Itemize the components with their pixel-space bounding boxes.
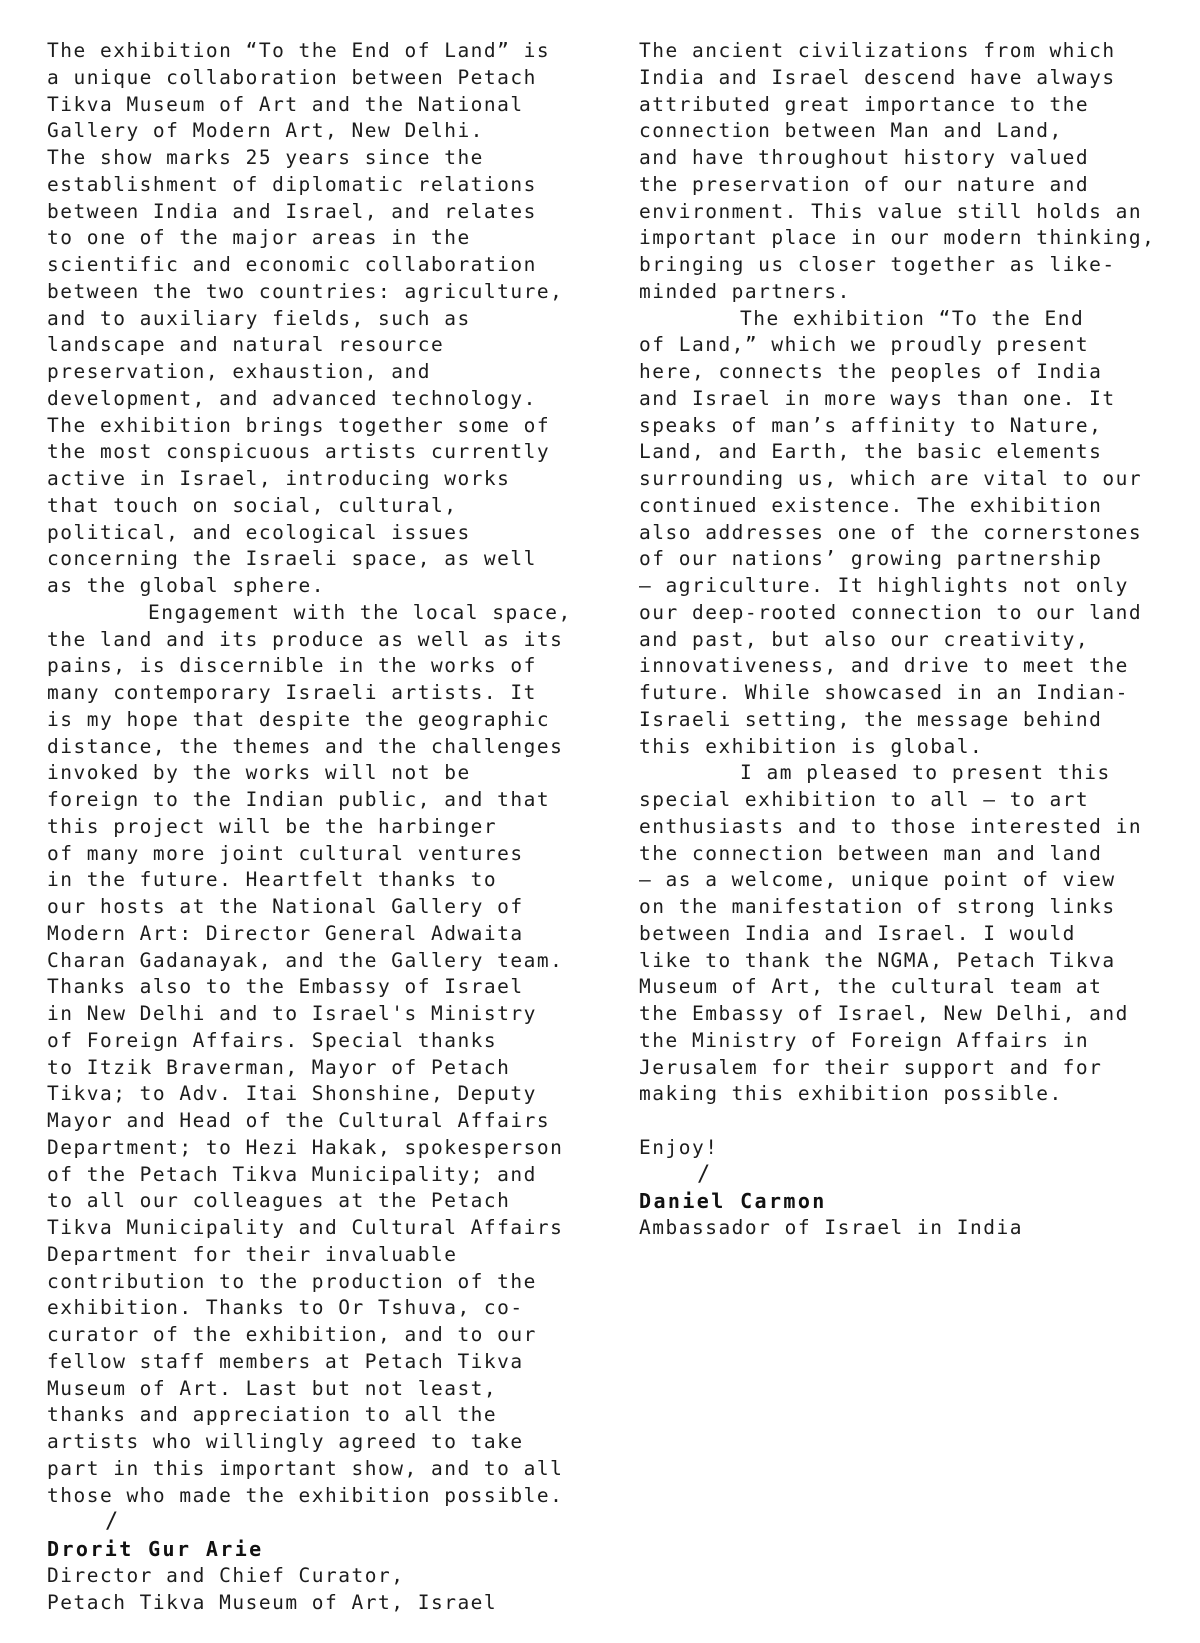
closing-text: Enjoy! (639, 1135, 719, 1159)
text-line: and past, but also our creativity, (639, 627, 1090, 651)
text-line: part in this important show, and to all (47, 1456, 564, 1480)
text-line: to one of the major areas in the (47, 226, 471, 250)
text-line: Tikva; to Adv. Itai Shonshine, Deputy (47, 1082, 537, 1106)
text-line: continued existence. The exhibition (639, 493, 1103, 517)
text-line: preservation, exhaustion, and (47, 360, 431, 383)
text-line: between the two countries: agriculture, (47, 279, 564, 303)
text-line: here, connects the peoples of India (639, 360, 1103, 383)
text-line: I am pleased to present this (740, 761, 1111, 785)
text-line: scientific and economic collaboration (47, 253, 537, 276)
text-line: between India and Israel, and relates (47, 199, 537, 223)
text-line: bringing us closer together as like- (639, 253, 1116, 276)
text-line: in New Delhi and to Israel's Ministry (47, 1002, 537, 1025)
text-line: in the future. Heartfelt thanks to (47, 868, 498, 892)
right-signature (639, 1162, 1184, 1242)
text-line: The exhibition “To the End (740, 306, 1085, 330)
text-line: future. While showcased in an Indian- (639, 681, 1129, 704)
text-line: our deep-rooted connection to our land (639, 600, 1143, 624)
text-line: Jerusalem for their support and for (639, 1055, 1103, 1079)
text-line: the land and its produce as well as its (47, 627, 564, 651)
text-line: the Ministry of Foreign Affairs in (639, 1028, 1090, 1052)
left-paragraph-1 (47, 38, 587, 600)
text-line: pains, is discernible in the works of (47, 654, 537, 678)
right-paragraph-3 (639, 760, 1184, 1108)
text-line: surrounding us, which are vital to our (639, 467, 1143, 490)
text-line: the most conspicuous artists currently (47, 440, 551, 464)
text-line: Gallery of Modern Art, New Delhi. (47, 119, 484, 143)
signatory-name: Drorit Gur Arie (47, 1537, 264, 1561)
text-line: on the manifestation of strong links (639, 895, 1116, 918)
text-line: many contemporary Israeli artists. It (47, 681, 537, 704)
text-line: special exhibition to all — to art (639, 788, 1090, 811)
signatory-title: Director and Chief Curator, (47, 1563, 405, 1587)
text-line: the preservation of our nature and (639, 172, 1090, 196)
text-line: Tikva Municipality and Cultural Affairs (47, 1216, 564, 1239)
text-line: to all our colleagues at the Petach (47, 1189, 511, 1213)
text-line: environment. This value still holds an (639, 199, 1143, 223)
text-line: and to auxiliary fields, such as (47, 306, 471, 330)
text-line: The exhibition brings together some of (47, 413, 551, 437)
text-line: attributed great importance to the (639, 92, 1090, 116)
text-line: political, and ecological issues (47, 520, 471, 544)
text-line: — agriculture. It highlights not only (639, 574, 1129, 597)
text-line: a unique collaboration between Petach (47, 65, 537, 89)
spacer (639, 1108, 1184, 1135)
text-line: Engagement with the local space, (148, 600, 572, 624)
text-line: landscape and natural resource (47, 333, 445, 357)
text-line: like to thank the NGMA, Petach Tikva (639, 948, 1116, 972)
right-column (639, 38, 1184, 1242)
text-line: between India and Israel. I would (639, 921, 1076, 945)
text-line: Museum of Art, the cultural team at (639, 975, 1103, 999)
text-line: distance, the themes and the challenges (47, 734, 564, 758)
text-line: of many more joint cultural ventures (47, 841, 524, 865)
text-line: important place in our modern thinking, (639, 226, 1156, 250)
text-line: contribution to the production of the (47, 1269, 537, 1293)
text-line: Israeli setting, the message behind (639, 707, 1103, 731)
text-line: of Land,” which we proudly present (639, 333, 1090, 357)
text-line: of Foreign Affairs. Special thanks (47, 1028, 498, 1052)
text-line: invoked by the works will not be (47, 761, 471, 785)
text-line: Department; to Hezi Hakak, spokesperson (47, 1135, 564, 1159)
text-line: curator of the exhibition, and to our (47, 1323, 537, 1346)
text-line: that touch on social, cultural, (47, 493, 458, 517)
text-line: The ancient civilizations from which (639, 39, 1116, 62)
text-line: The show marks 25 years since the (47, 146, 484, 169)
text-line: minded partners. (639, 279, 851, 303)
text-line: Mayor and Head of the Cultural Affairs (47, 1109, 551, 1132)
signature-slash: / (697, 1161, 712, 1187)
text-line: development, and advanced technology. (47, 386, 537, 410)
text-line: and Israel in more ways than one. It (639, 386, 1116, 410)
signatory-institution: Petach Tikva Museum of Art, Israel (47, 1590, 498, 1614)
text-line: of the Petach Tikva Municipality; and (47, 1162, 537, 1186)
text-line: The exhibition “To the End of Land” is (47, 39, 551, 62)
text-line: foreign to the Indian public, and that (47, 788, 551, 811)
text-line: Land, and Earth, the basic elements (639, 440, 1103, 464)
text-line: Tikva Museum of Art and the National (47, 92, 524, 116)
text-line: the Embassy of Israel, New Delhi, and (639, 1002, 1129, 1025)
text-line: Thanks also to the Embassy of Israel (47, 975, 524, 999)
text-line: speaks of man’s affinity to Nature, (639, 413, 1103, 437)
right-paragraph-2 (639, 306, 1184, 761)
text-line: and have throughout history valued (639, 146, 1090, 169)
text-line: of our nations’ growing partnership (639, 547, 1103, 571)
text-line: — as a welcome, unique point of view (639, 868, 1116, 892)
text-line: the connection between man and land (639, 841, 1103, 865)
text-line: this project will be the harbinger (47, 814, 498, 838)
text-line: enthusiasts and to those interested in (639, 814, 1143, 838)
text-line: thanks and appreciation to all the (47, 1403, 498, 1427)
text-line: also addresses one of the cornerstones (639, 520, 1143, 544)
text-line: connection between Man and Land, (639, 119, 1063, 143)
text-line: making this exhibition possible. (639, 1082, 1063, 1106)
text-line: Charan Gadanayak, and the Gallery team. (47, 948, 564, 972)
text-line: establishment of diplomatic relations (47, 172, 537, 196)
right-paragraph-1 (639, 38, 1184, 306)
signatory-name: Daniel Carmon (639, 1189, 827, 1214)
left-signature (47, 1509, 587, 1616)
signatory-title: Ambassador of Israel in India (639, 1216, 1023, 1239)
text-line: is my hope that despite the geographic (47, 707, 551, 731)
text-line: concerning the Israeli space, as well (47, 547, 537, 571)
text-line: Museum of Art. Last but not least, (47, 1376, 498, 1400)
text-line: fellow staff members at Petach Tikva (47, 1349, 524, 1373)
left-column (47, 38, 587, 1616)
text-line: artists who willingly agreed to take (47, 1430, 524, 1453)
text-line: innovativeness, and drive to meet the (639, 654, 1129, 678)
signature-slash: / (105, 1509, 120, 1535)
text-line: Department for their invaluable (47, 1242, 458, 1266)
text-line: exhibition. Thanks to Or Tshuva, co- (47, 1296, 524, 1320)
text-line: this exhibition is global. (639, 734, 984, 758)
text-line: active in Israel, introducing works (47, 467, 511, 490)
text-line: those who made the exhibition possible. (47, 1483, 564, 1507)
text-line: our hosts at the National Gallery of (47, 895, 524, 918)
text-line: Modern Art: Director General Adwaita (47, 921, 524, 945)
text-line: India and Israel descend have always (639, 65, 1116, 89)
left-paragraph-2 (47, 600, 587, 1510)
text-line: to Itzik Braverman, Mayor of Petach (47, 1055, 511, 1079)
text-line: as the global sphere. (47, 574, 326, 597)
